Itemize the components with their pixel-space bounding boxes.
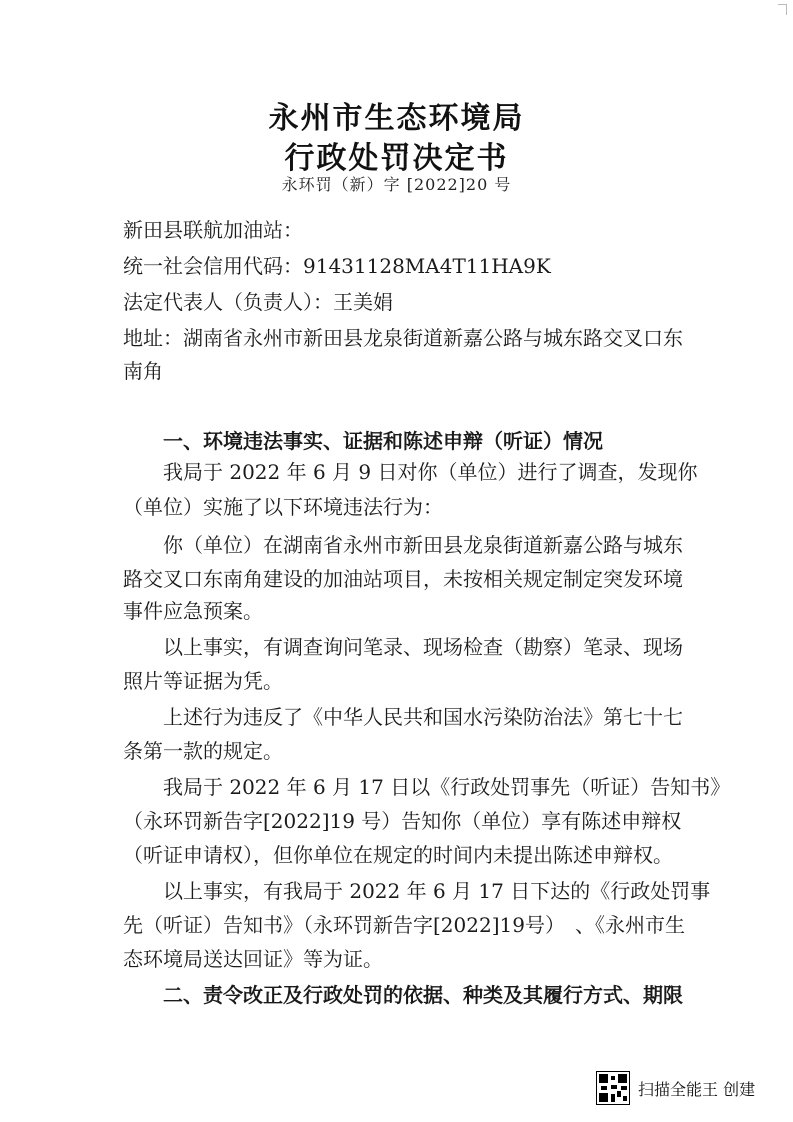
body-line: （永环罚新告字[2022]19 号）告知你（单位）享有陈述申辩权 (123, 809, 682, 833)
body-line: 照片等证据为凭。 (123, 669, 283, 693)
body-line: 我局于 2022 年 6 月 17 日以《行政处罚事先（听证）告知书》 (123, 775, 731, 799)
document-number: 永环罚（新）字 [2022]20 号 (281, 175, 512, 194)
body-line: 路交叉口东南角建设的加油站项目，未按相关规定制定突发环境 (123, 567, 683, 591)
party-name: 新田县联航加油站： (123, 218, 303, 242)
scanner-watermark (596, 1068, 786, 1108)
address-line-1: 地址：湖南省永州市新田县龙泉街道新嘉公路与城东路交叉口东 (123, 326, 683, 350)
body-line: 以上事实，有调查询问笔录、现场检查（勘察）笔录、现场 (123, 635, 683, 659)
body-line: 态环境局送达回证》等为证。 (123, 947, 383, 971)
qr-code-icon (596, 1071, 630, 1105)
body-line: （听证申请权），但你单位在规定的时间内未提出陈述申辩权。 (123, 843, 673, 867)
credit-code: 统一社会信用代码：91431128MA4T11HA9K (123, 254, 551, 278)
document-title-line2: 行政处罚决定书 (284, 141, 509, 176)
body-line: 先（听证）告知书》（永环罚新告字[2022]19号） 、《永州市生 (123, 913, 685, 937)
body-line: 上述行为违反了《中华人民共和国水污染防治法》第七十七 (123, 705, 683, 729)
address-line-2: 南角 (123, 359, 163, 383)
legal-representative: 法定代表人（负责人）：王美娟 (123, 290, 393, 314)
body-line: 我局于 2022 年 6 月 9 日对你（单位）进行了调查，发现你 (123, 460, 698, 484)
body-line: 事件应急预案。 (123, 599, 263, 623)
corner-mark (778, 4, 787, 15)
section2-heading: 二、责令改正及行政处罚的依据、种类及其履行方式、期限 (163, 983, 683, 1007)
body-line: 以上事实，有我局于 2022 年 6 月 17 日下达的《行政处罚事 (123, 879, 711, 903)
body-line: 条第一款的规定。 (123, 739, 283, 763)
scanner-text: 扫描全能王 创建 (638, 1079, 756, 1099)
body-line: （单位）实施了以下环境违法行为： (123, 495, 443, 519)
body-line: 你（单位）在湖南省永州市新田县龙泉街道新嘉公路与城东 (123, 533, 683, 557)
section1-heading: 一、环境违法事实、证据和陈述申辩（听证）情况 (163, 429, 603, 453)
document-title-line1: 永州市生态环境局 (268, 101, 525, 136)
